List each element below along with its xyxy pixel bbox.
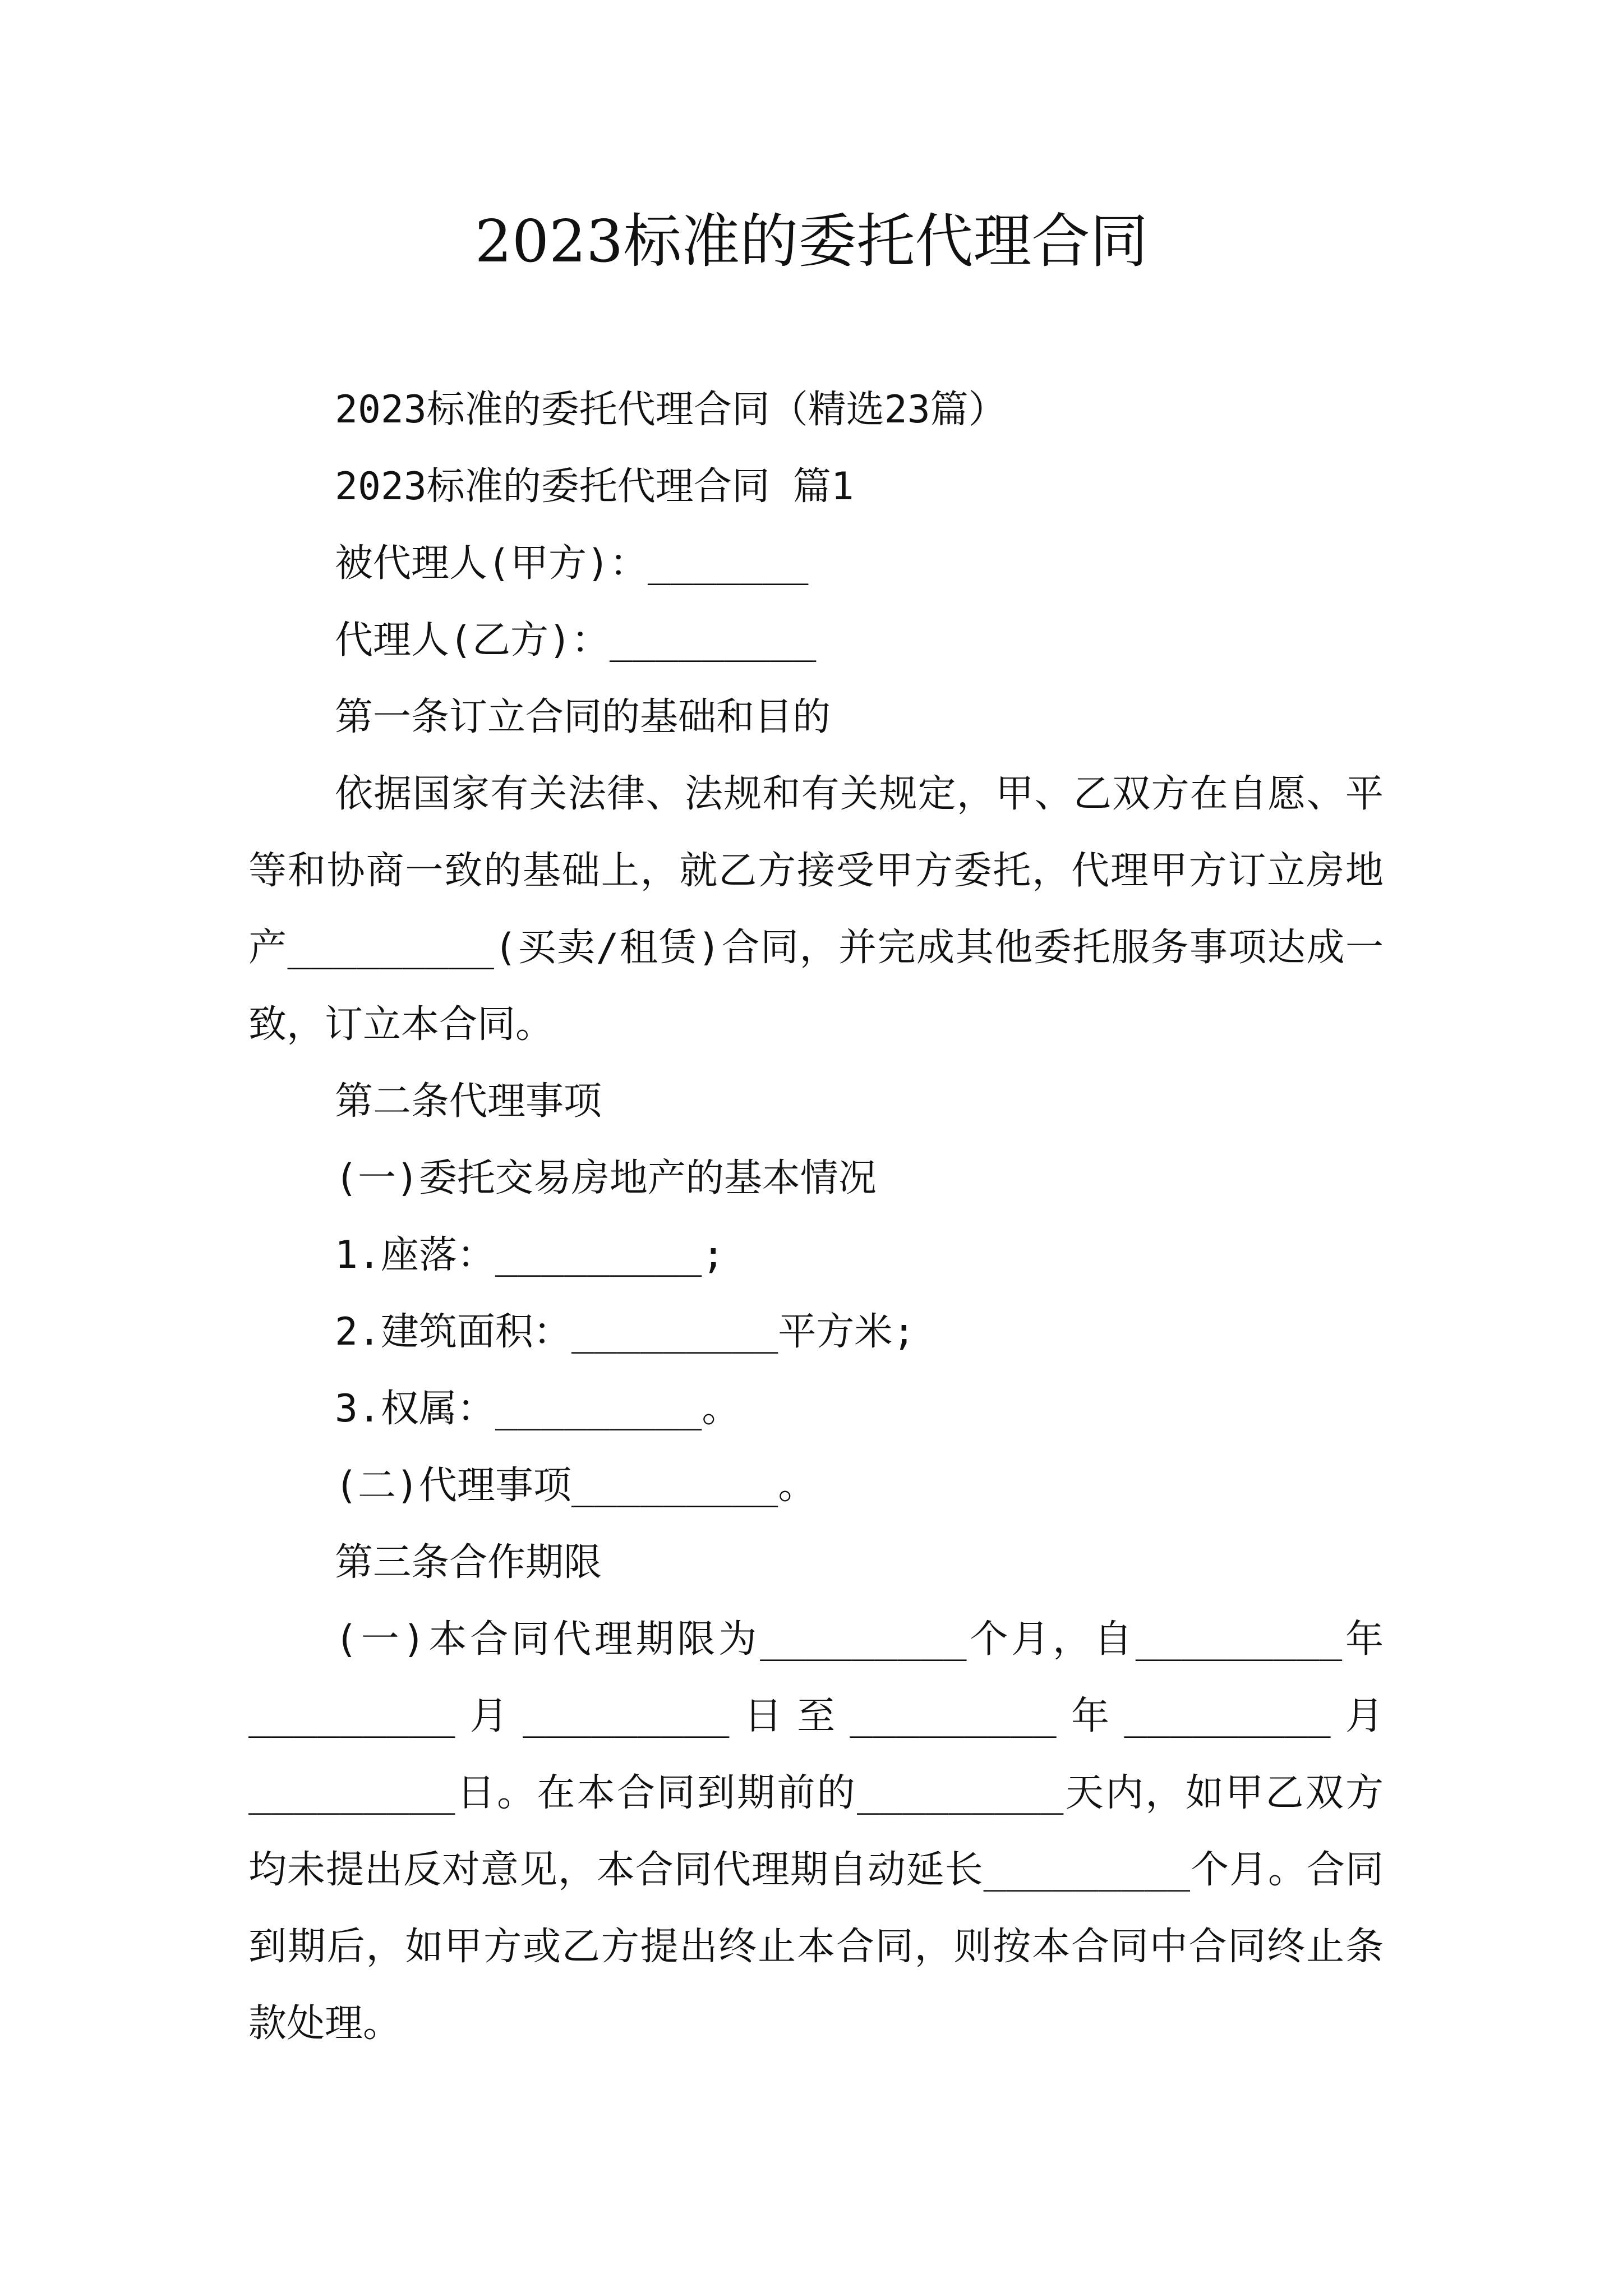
- article-2-heading: 第二条代理事项: [335, 1079, 602, 1124]
- article-3-heading: 第三条合作期限: [335, 1540, 602, 1585]
- article-2-item-area: 2.建筑面积：_________平方米;: [335, 1310, 916, 1354]
- paragraph-part-heading: 2023标准的委托代理合同 篇1: [335, 464, 854, 509]
- article-2-item-ownership: 3.权属：_________。: [335, 1387, 740, 1431]
- article-2-section-2: (二)代理事项_________。: [335, 1464, 817, 1508]
- article-2-section-1: (一)委托交易房地产的基本情况: [335, 1156, 877, 1200]
- paragraph-party-b: 代理人(乙方)：_________: [335, 618, 817, 662]
- article-1-text: 依据国家有关法律、法规和有关规定，甲、乙双方在自愿、平等和协商一致的基础上，就乙方接受甲方委托，代理甲方订立房地产_________(买卖/租赁)合同，并完成其他委托服务事项达成一致，订立本合同。: [248, 772, 1384, 1047]
- article-1-heading: 第一条订立合同的基础和目的: [335, 695, 831, 739]
- document-title: 2023标准的委托代理合同: [474, 207, 1149, 275]
- article-2-item-location: 1.座落：_________;: [335, 1233, 725, 1277]
- paragraph-party-a: 被代理人(甲方)：_______: [335, 541, 809, 586]
- paragraph-subtitle: 2023标准的委托代理合同（精选23篇）: [335, 388, 1007, 432]
- document-body: [248, 371, 1384, 2062]
- article-3-section-1: (一)本合同代理期限为_________个月，自_________年_________月_________日至_________年_________月_________日。在本合同到期前的_________天内，如甲乙双方均未提出反对意见，本合同代理期自动延长_________个月。合同到期后，如甲方或乙方提出终止本合同，则按本合同中合同终止条款处理。: [248, 1617, 1384, 2046]
